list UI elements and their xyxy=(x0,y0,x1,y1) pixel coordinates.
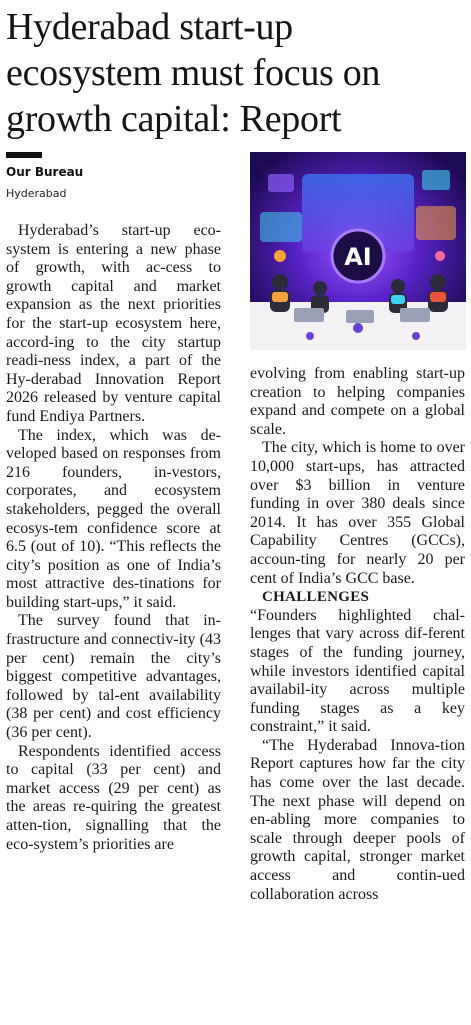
paragraph-5-continuation: evolving from enabling start-up creation to helping companies expand and compete on a global scale. xyxy=(250,365,465,438)
byline-rule xyxy=(6,152,42,158)
ai-illustration xyxy=(250,152,466,350)
paragraph-1: Hyderabad’s start-up eco-system is entering a new phase of growth, with ac-cess to growth capital and market expansion as the next priorities for the start-up ecosystem here, accord-ing to the city startup readi-ness index, a part of the Hy-derabad Innovation Report 2026 released by venture capital fund Endiya Partners. xyxy=(6,222,221,425)
headline-line-2: ecosystem must focus on xyxy=(6,52,381,94)
headline-line-1: Hyderabad start-up xyxy=(6,6,293,48)
paragraph-2: The index, which was de-veloped based on responses from 216 founders, in-vestors, corporates, and ecosystem stakeholders, pegged the overall ecosys-tem confidence score at 6.5 (out of 10). “This reflects the city’s position as one of India’s most attractive des-tinations for building start-ups,” it said. xyxy=(6,426,221,611)
article-right-column xyxy=(250,365,465,904)
dateline: Hyderabad xyxy=(6,187,67,200)
section-subhead: CHALLENGES xyxy=(262,589,370,606)
headline-line-3: growth capital: Report xyxy=(6,98,342,140)
ai-badge-label: AI xyxy=(344,243,372,271)
paragraph-3: The survey found that in-frastructure and connectiv-ity (43 per cent) remain the city’s biggest competitive advantages, followed by tal-ent availability (38 per cent) and cost efficiency (36 per cent). xyxy=(6,612,221,742)
article-left-column xyxy=(6,222,221,854)
paragraph-7: “Founders highlighted chal-lenges that vary across dif-ferent stages of the funding journey, while investors identified capital availabil-ity across multiple funding stages as a key constraint,” it said. xyxy=(250,606,465,736)
byline: Our Bureau xyxy=(6,165,84,179)
paragraph-8: “The Hyderabad Innova-tion Report captures how far the city has come over the last decade. The next phase will depend on en-abling more companies to scale through deeper pools of growth capital, stronger market access and contin-ued collaboration across xyxy=(250,736,465,903)
paragraph-4: Respondents identified access to capital (33 per cent) and market access (29 per cent) as the areas re-quiring the greatest atten-tion, signalling that the eco-system’s priorities are xyxy=(6,742,221,853)
headline xyxy=(6,4,466,142)
paragraph-6: The city, which is home to over 10,000 start-ups, has attracted over $3 billion in venture funding in over 380 deals since 2014. It has over 355 Global Capability Centres (GCCs), accoun-ting for nearly 20 per cent of India’s GCC base. xyxy=(250,439,465,587)
